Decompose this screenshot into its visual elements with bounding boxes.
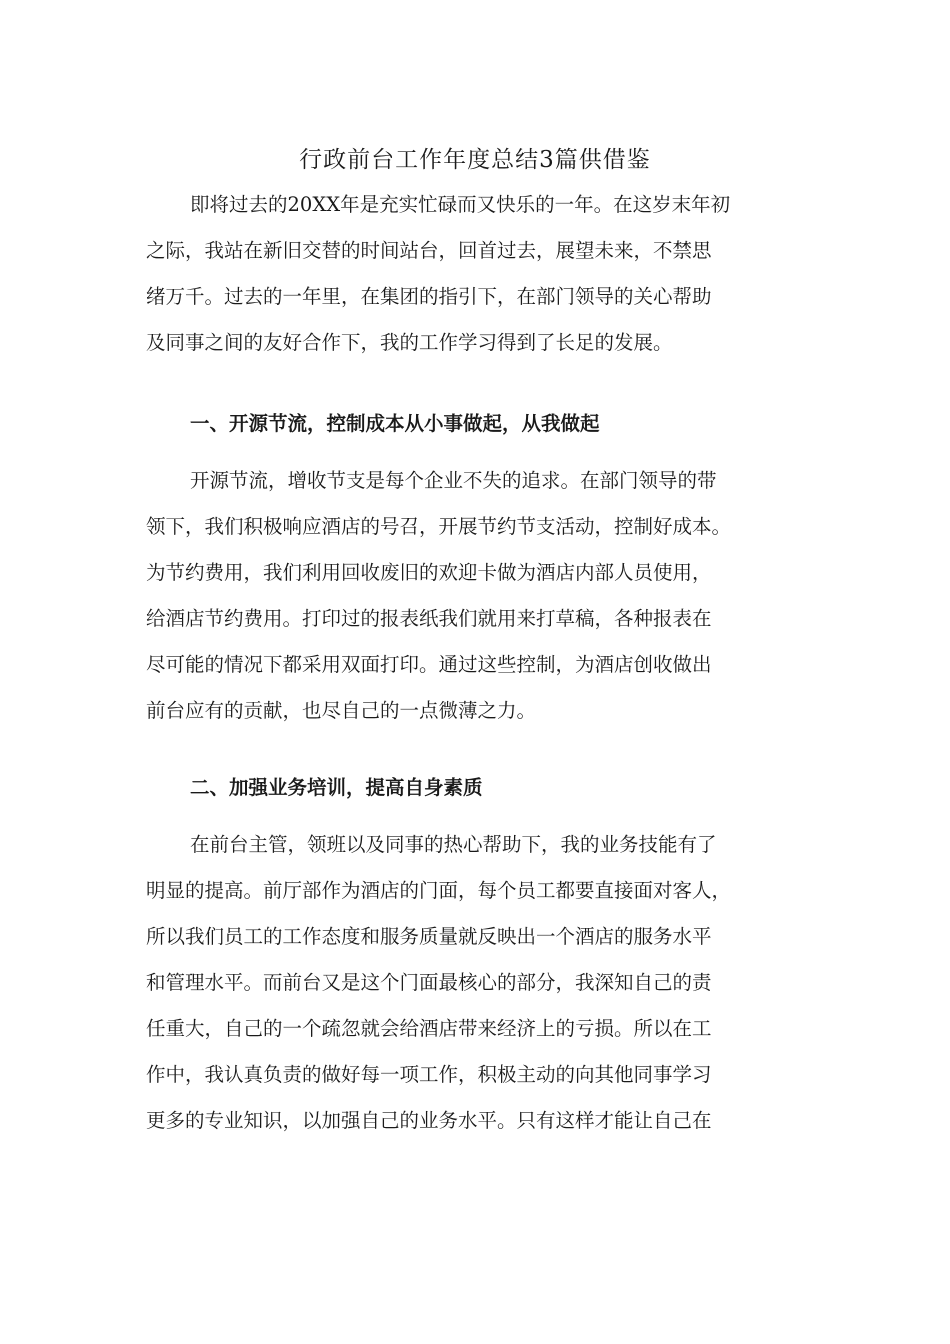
section2-paragraph (146, 822, 806, 1144)
paragraph-line: 为节约费用，我们利用回收废旧的欢迎卡做为酒店内部人员使用， (146, 561, 712, 584)
paragraph-line: 任重大，自己的一个疏忽就会给酒店带来经济上的亏损。所以在工 (146, 1017, 712, 1040)
paragraph-line: 明显的提高。前厅部作为酒店的门面，每个员工都要直接面对客人， (146, 879, 732, 902)
paragraph-line: 前台应有的贡献，也尽自己的一点微薄之力。 (146, 699, 537, 722)
paragraph-line: 绪万千。过去的一年里，在集团的指引下，在部门领导的关心帮助 (146, 285, 712, 308)
section-heading-2: 二、加强业务培训，提高自身素质 (190, 776, 483, 799)
paragraph-line: 即将过去的20XX年是充实忙碌而又快乐的一年。在这岁末年初 (190, 193, 731, 216)
paragraph-line: 更多的专业知识，以加强自己的业务水平。只有这样才能让自己在 (146, 1109, 712, 1132)
intro-paragraph (146, 182, 806, 366)
paragraph-line: 领下，我们积极响应酒店的号召，开展节约节支活动，控制好成本。 (146, 515, 732, 538)
paragraph-line: 及同事之间的友好合作下，我的工作学习得到了长足的发展。 (146, 331, 673, 354)
document-title: 行政前台工作年度总结3篇供借鉴 (299, 147, 651, 173)
paragraph-line: 开源节流，增收节支是每个企业不失的追求。在部门领导的带 (190, 469, 717, 492)
paragraph-line: 给酒店节约费用。打印过的报表纸我们就用来打草稿，各种报表在 (146, 607, 712, 630)
paragraph-line: 作中，我认真负责的做好每一项工作，积极主动的向其他同事学习 (146, 1063, 712, 1086)
section-heading-1: 一、开源节流，控制成本从小事做起，从我做起 (190, 412, 600, 435)
section1-paragraph (146, 458, 806, 734)
paragraph-line: 和管理水平。而前台又是这个门面最核心的部分，我深知自己的责 (146, 971, 712, 994)
paragraph-line: 尽可能的情况下都采用双面打印。通过这些控制，为酒店创收做出 (146, 653, 712, 676)
paragraph-line: 之际，我站在新旧交替的时间站台，回首过去，展望未来，不禁思 (146, 239, 712, 262)
paragraph-line: 所以我们员工的工作态度和服务质量就反映出一个酒店的服务水平 (146, 925, 712, 948)
paragraph-line: 在前台主管，领班以及同事的热心帮助下，我的业务技能有了 (190, 833, 717, 856)
